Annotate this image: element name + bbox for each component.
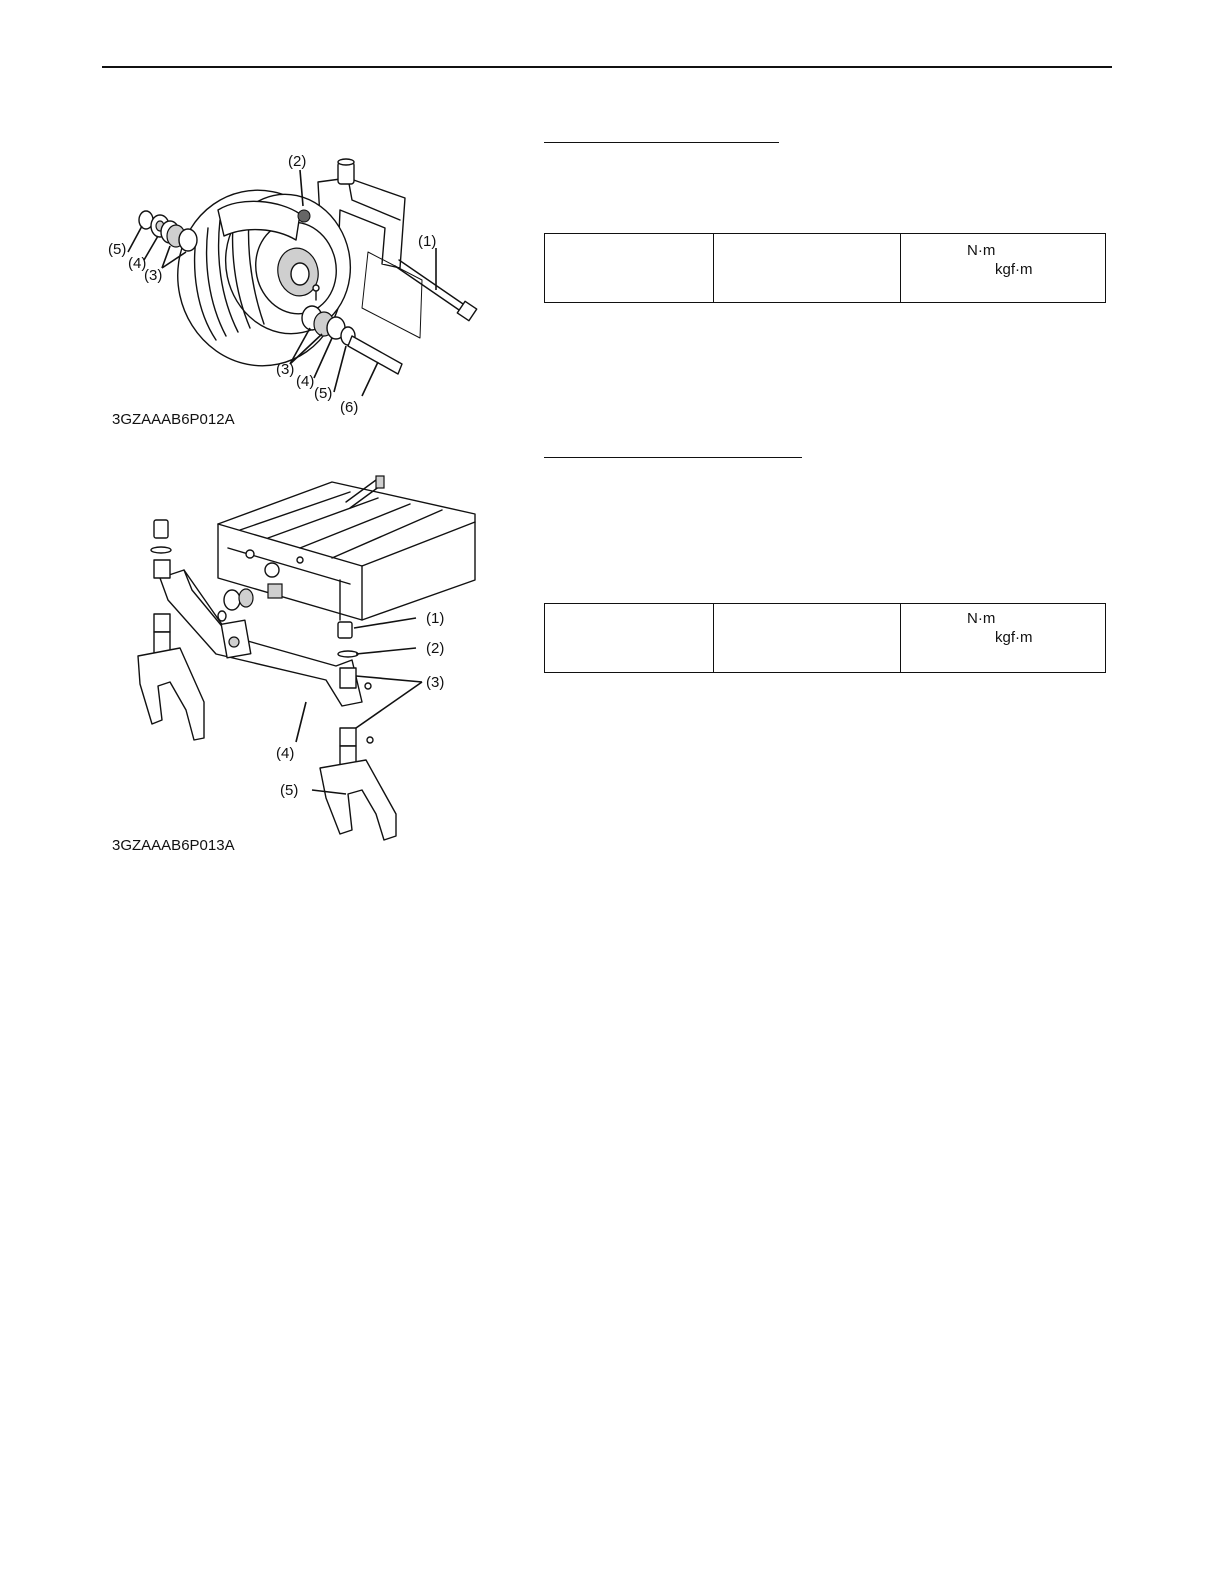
- tightening-torque-table-1: [544, 233, 1106, 303]
- callout-4-right: (4): [296, 373, 315, 390]
- table-1-value-cell: [901, 234, 1106, 303]
- table-1-item-cell: [545, 234, 714, 303]
- callout-4: (4): [276, 745, 295, 762]
- callout-5: (5): [280, 782, 299, 799]
- callout-5-right: (5): [314, 385, 333, 402]
- figure-front-axle: [100, 470, 500, 850]
- table-2-value-cell: [901, 604, 1106, 673]
- figure-2-caption: 3GZAAAB6P013A: [112, 837, 235, 854]
- callout-3: (3): [426, 674, 445, 691]
- figure-1-caption: 3GZAAAB6P012A: [112, 411, 235, 428]
- callout-1: (1): [418, 233, 437, 250]
- unit-kgf-m: kgf·m: [995, 629, 1033, 646]
- callout-3-left: (3): [144, 267, 163, 284]
- header-rule: [102, 66, 1112, 68]
- table-2-item-cell: [545, 604, 714, 673]
- front-axle-illustration: [100, 470, 500, 850]
- callout-6: (6): [340, 399, 359, 416]
- section-1-heading-underline: [544, 142, 779, 143]
- callout-4-left: (4): [128, 255, 147, 272]
- unit-kgf-m: kgf·m: [995, 261, 1033, 278]
- section-2-heading-underline: [544, 457, 802, 458]
- callout-3-right: (3): [276, 361, 295, 378]
- figure-caster-wheel: [100, 140, 500, 440]
- unit-n-m: N·m: [967, 242, 996, 259]
- callout-5-left: (5): [108, 241, 127, 258]
- callout-1: (1): [426, 610, 445, 627]
- table-1-part-cell: [714, 234, 901, 303]
- table-2-part-cell: [714, 604, 901, 673]
- tightening-torque-table-2: [544, 603, 1106, 673]
- caster-wheel-illustration: [100, 140, 500, 440]
- callout-2: (2): [426, 640, 445, 657]
- callout-2: (2): [288, 153, 307, 170]
- unit-n-m: N·m: [967, 610, 996, 627]
